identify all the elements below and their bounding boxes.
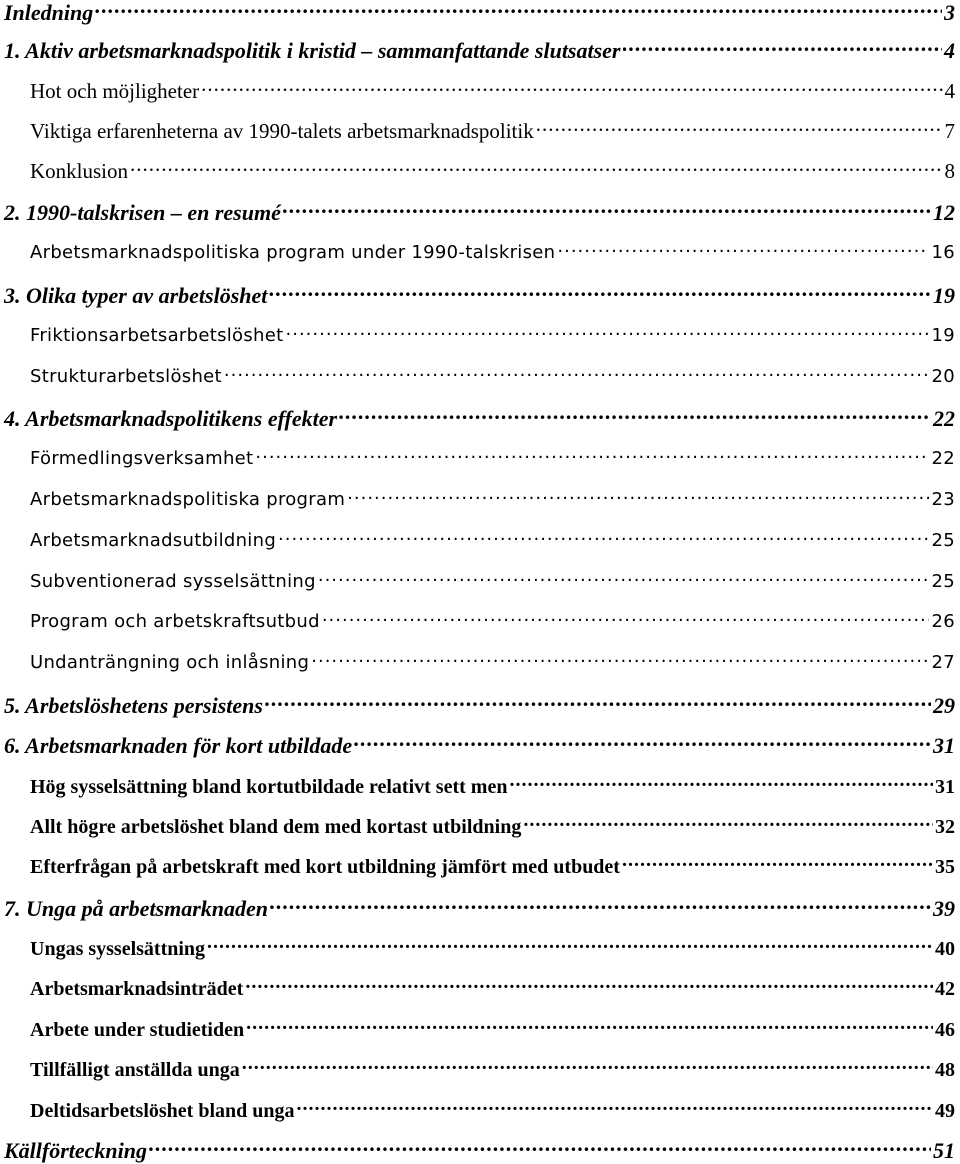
toc-entry-page-number: 31 [935, 776, 955, 798]
toc-entry[interactable] [4, 894, 955, 922]
dot-leader [224, 364, 930, 382]
toc-entry[interactable] [30, 487, 955, 510]
toc-entry[interactable] [4, 691, 955, 719]
toc-entry-title: 3. Olika typer av arbetslöshet [4, 283, 268, 308]
toc-entry-title: 5. Arbetslöshetens persistens [4, 693, 263, 718]
toc-entry[interactable] [30, 773, 955, 799]
toc-entry-page-number: 22 [931, 448, 955, 469]
toc-entry-title: Arbetsmarknadspolitiska program [30, 489, 346, 510]
dot-leader [130, 157, 942, 178]
toc-entry-title: Efterfrågan på arbetskraft med kort utbildning jämfört med utbudet [30, 856, 620, 878]
toc-entry-title: Arbete under studietiden [30, 1019, 245, 1041]
toc-entry-title: Arbetsmarknadspolitiska program under 1990-talskrisen [30, 242, 556, 263]
dot-leader [623, 36, 943, 58]
dot-leader [269, 281, 931, 303]
toc-entry[interactable] [30, 157, 955, 184]
toc-entry-page-number: 27 [931, 652, 955, 673]
toc-entry-title: Inledning [4, 0, 94, 25]
toc-entry[interactable] [30, 853, 955, 879]
toc-entry[interactable] [30, 323, 955, 346]
toc-entry-title: Allt högre arbetslöshet bland dem med kortast utbildning [30, 816, 522, 838]
toc-entry-title: Deltidsarbetslöshet bland unga [30, 1100, 295, 1122]
toc-entry-page-number: 32 [935, 816, 955, 838]
toc-entry-page-number: 48 [935, 1059, 955, 1081]
dot-leader [265, 691, 931, 713]
toc-entry-title: Subventionerad sysselsättning [30, 571, 316, 592]
toc-entry[interactable] [30, 569, 955, 592]
toc-entry-page-number: 16 [931, 242, 955, 263]
toc-entry-title: 1. Aktiv arbetsmarknadspolitik i kristid – sammanfattande slutsatser [4, 38, 621, 63]
toc-entry-page-number: 22 [933, 406, 955, 431]
toc-entry-page-number: 46 [935, 1019, 955, 1041]
toc-entry[interactable] [4, 281, 955, 309]
toc-entry-title: 4. Arbetsmarknadspolitikens effekter [4, 406, 338, 431]
toc-entry-title: Strukturarbetslöshet [30, 366, 222, 387]
dot-leader [255, 446, 929, 464]
dot-leader [322, 609, 930, 627]
toc-entry-page-number: 12 [933, 200, 955, 225]
toc-entry-title: Hot och möjligheter [30, 79, 200, 103]
toc-entry-title: Källförteckning [4, 1138, 148, 1163]
toc-entry-page-number: 35 [935, 856, 955, 878]
toc-entry-title: Tillfälligt anställda unga [30, 1059, 240, 1081]
toc-entry[interactable] [30, 528, 955, 551]
toc-entry-title: Arbetsmarknadsutbildning [30, 530, 277, 551]
dot-leader [509, 773, 933, 793]
toc-entry-page-number: 39 [933, 896, 955, 921]
toc-entry[interactable] [4, 731, 955, 759]
dot-leader [149, 1136, 931, 1158]
toc-entry-title: Friktionsarbetsarbetslöshet [30, 325, 284, 346]
toc-entry-title: Arbetsmarknadsinträdet [30, 978, 244, 1000]
dot-leader [246, 1016, 933, 1036]
toc-entry-title: Konklusion [30, 159, 129, 183]
toc-entry-page-number: 31 [933, 733, 955, 758]
toc-entry-page-number: 19 [931, 325, 955, 346]
dot-leader [339, 404, 931, 426]
dot-leader [270, 894, 931, 916]
dot-leader [318, 569, 930, 587]
toc-entry[interactable] [30, 240, 955, 263]
toc-entry-title: Förmedlingsverksamhet [30, 448, 254, 469]
dot-leader [622, 853, 933, 873]
dot-leader [536, 117, 943, 138]
toc-entry[interactable] [30, 813, 955, 839]
toc-entry[interactable] [30, 975, 955, 1001]
toc-entry-page-number: 25 [931, 571, 955, 592]
toc-entry-page-number: 4 [944, 38, 955, 63]
toc-entry-page-number: 40 [935, 938, 955, 960]
dot-leader [95, 0, 942, 20]
dot-leader [354, 731, 931, 753]
toc-entry-title: Viktiga erfarenheterna av 1990-talets arbetsmarknadspolitik [30, 119, 534, 143]
toc-entry[interactable] [30, 446, 955, 469]
toc-entry[interactable] [30, 77, 955, 104]
dot-leader [347, 487, 929, 505]
dot-leader [286, 323, 930, 341]
toc-entry[interactable] [4, 198, 955, 226]
toc-entry[interactable] [4, 404, 955, 432]
toc-entry-title: 2. 1990-talskrisen – en resumé [4, 200, 281, 225]
dot-leader [207, 935, 933, 955]
toc-entry-page-number: 3 [944, 0, 955, 25]
toc-entry-page-number: 42 [935, 978, 955, 1000]
toc-entry[interactable] [30, 364, 955, 387]
toc-entry-page-number: 23 [931, 489, 955, 510]
toc-entry-page-number: 4 [944, 79, 955, 103]
dot-leader [201, 77, 942, 98]
dot-leader [242, 1056, 933, 1076]
toc-entry-page-number: 49 [935, 1100, 955, 1122]
toc-entry[interactable] [30, 117, 955, 144]
dot-leader [523, 813, 933, 833]
toc-entry[interactable] [30, 1056, 955, 1082]
dot-leader [283, 198, 931, 220]
dot-leader [278, 528, 929, 546]
toc-entry[interactable] [30, 1097, 955, 1123]
toc-entry-title: 6. Arbetsmarknaden för kort utbildade [4, 733, 353, 758]
toc-entry[interactable] [30, 935, 955, 961]
toc-entry[interactable] [4, 1136, 955, 1164]
toc-entry-title: Program och arbetskraftsutbud [30, 611, 320, 632]
toc-entry-page-number: 19 [933, 283, 955, 308]
toc-entry[interactable] [4, 0, 955, 26]
dot-leader [557, 240, 929, 258]
toc-entry[interactable] [30, 650, 955, 673]
toc-entry-page-number: 7 [944, 119, 955, 143]
toc-entry-page-number: 25 [931, 530, 955, 551]
toc-entry-page-number: 51 [933, 1138, 955, 1163]
toc-entry-title: Hög sysselsättning bland kortutbildade relativt sett men [30, 776, 508, 798]
toc-entry[interactable] [30, 1016, 955, 1042]
toc-entry-page-number: 20 [931, 366, 955, 387]
toc-entry[interactable] [30, 609, 955, 632]
dot-leader [245, 975, 933, 995]
dot-leader [297, 1097, 934, 1117]
toc-entry-title: 7. Unga på arbetsmarknaden [4, 896, 269, 921]
toc-entry[interactable] [4, 36, 955, 64]
dot-leader [311, 650, 929, 668]
toc-entry-page-number: 29 [933, 693, 955, 718]
toc-entry-title: Ungas sysselsättning [30, 938, 206, 960]
toc-entry-page-number: 8 [944, 159, 955, 183]
toc-entry-page-number: 26 [931, 611, 955, 632]
toc-entry-title: Undanträngning och inlåsning [30, 652, 310, 673]
